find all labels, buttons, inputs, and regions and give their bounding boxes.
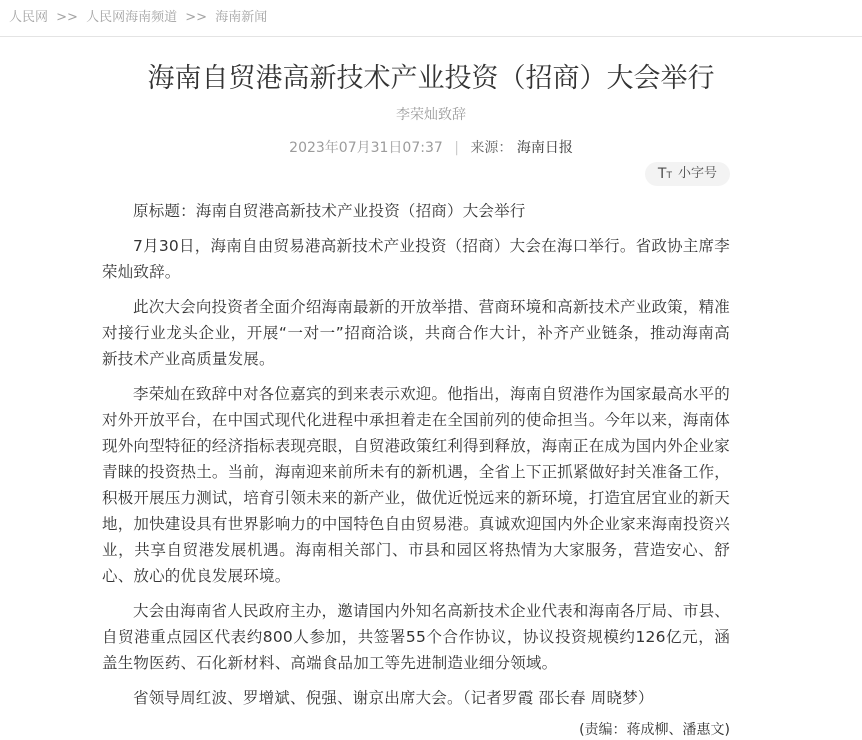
date-line	[0, 138, 862, 158]
original-title: 原标题：海南自贸港高新技术产业投资（招商）大会举行	[133, 202, 526, 220]
publish-date: 2023年07月31日07:37	[289, 140, 443, 156]
source-name: 海南日报	[516, 140, 573, 156]
paragraph-1: 7月30日，海南自由贸易港高新技术产业投资（招商）大会在海口举行。省政协主席李荣灿致辞。	[102, 237, 730, 281]
breadcrumb-link-peoples-daily[interactable]: 人民网	[9, 10, 49, 25]
article-content	[102, 162, 730, 740]
paragraph-5: 省领导周红波、罗增斌、倪强、谢京出席大会。（记者罗霞 邵长春 周晓梦）	[133, 689, 654, 707]
article-toolbar	[102, 162, 730, 186]
font-size-icon-large-t: T	[657, 166, 667, 182]
breadcrumb-link-hainan-channel[interactable]: 人民网海南频道	[86, 10, 178, 25]
article-title: 海南自贸港高新技术产业投资（招商）大会举行	[147, 63, 715, 94]
article-header	[0, 62, 862, 158]
editor-note: (责编：蒋成柳、潘惠文)	[579, 722, 730, 738]
font-size-icon	[658, 167, 672, 181]
date-source-separator: |	[454, 140, 459, 156]
font-size-icon-small-t: T	[666, 171, 672, 181]
font-size-label: 小字号	[677, 166, 717, 181]
header-divider	[0, 36, 862, 37]
paragraph-4: 大会由海南省人民政府主办，邀请国内外知名高新技术企业代表和海南各厅局、市县、自贸港重点园区代表约800人参加，共签署55个合作协议，协议投资规模约126亿元，涵盖生物医药、石化新材料、高端食品加工等先进制造业细分领域。	[102, 602, 730, 672]
article-body	[102, 198, 730, 740]
paragraph-3: 李荣灿在致辞中对各位嘉宾的到来表示欢迎。他指出，海南自贸港作为国家最高水平的对外开放平台，在中国式现代化进程中承担着走在全国前列的使命担当。今年以来，海南体现外向型特征的经济指标表现亮眼，自贸港政策红利得到释放，海南正在成为国内外企业家青睐的投资热土。当前，海南迎来前所未有的新机遇，全省上下正抓紧做好封关准备工作，积极开展压力测试，培育引领未来的新产业，做优近悦远来的新环境，打造宜居宜业的新天地，加快建设具有世界影响力的中国特色自由贸易港。真诚欢迎国内外企业家来海南投资兴业，共享自贸港发展机遇。海南相关部门、市县和园区将热情为大家服务，营造安心、舒心、放心的优良发展环境。	[102, 385, 731, 585]
breadcrumb-link-hainan-news[interactable]: 海南新闻	[215, 10, 268, 25]
breadcrumb-separator: >>	[56, 10, 78, 25]
font-size-button[interactable]	[645, 162, 730, 186]
article-subtitle: 李荣灿致辞	[396, 107, 466, 123]
breadcrumb-separator: >>	[185, 10, 208, 25]
paragraph-2: 此次大会向投资者全面介绍海南最新的开放举措、营商环境和高新技术产业政策，精准对接行业龙头企业，开展“一对一”招商洽谈，共商合作大计，补齐产业链条，推动海南高新技术产业高质量发展。	[102, 298, 730, 368]
source-label: 来源：	[470, 140, 513, 156]
breadcrumb	[0, 0, 862, 27]
